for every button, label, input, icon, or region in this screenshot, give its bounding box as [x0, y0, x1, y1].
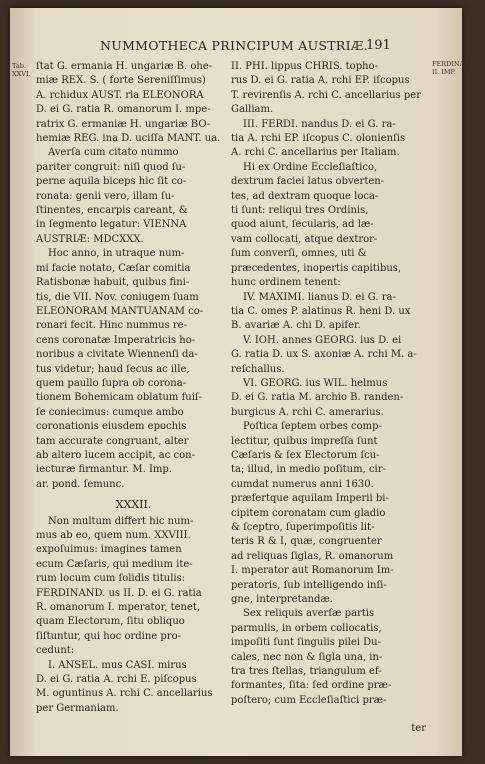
book-page [10, 8, 485, 756]
text-line: I. mperator aut Romanorum Im- [231, 565, 394, 577]
text-line: cedunt: [36, 645, 75, 657]
text-line: pariter congruit: niſi quod ſu- [36, 161, 186, 173]
text-line: Galliam. [231, 104, 274, 116]
text-line: ab altero lucem accipit, ac con- [36, 449, 195, 461]
text-line: Cæſaris & ſex Electorum ſcu- [231, 449, 380, 461]
text-line: quod aiunt, ſecularis, ad læ- [231, 219, 374, 231]
text-line: V. IOH. annes GEORG. ius D. ei [243, 334, 402, 346]
text-line: impoſiti ſunt ſingulis pilei Du- [231, 637, 381, 649]
text-line: gne, interpretandæ. [231, 594, 333, 606]
text-line: ſiſtuntur, qui hoc ordine pro- [36, 630, 181, 642]
text-line: D. ei G. ratia M. archio B. randen- [231, 392, 404, 404]
text-line: III. FERDI. nandus D. ei G. ra- [243, 118, 396, 130]
text-line: tus videtur; haud ſecus ac ille, [36, 363, 190, 375]
text-line: ELEONORAM MANTUANAM co- [36, 305, 204, 317]
text-line: teris R & I, quæ, congruenter [231, 536, 382, 548]
text-line: VI. GEORG. ius WIL. helmus [243, 377, 388, 389]
text-line: rum locum cum ſolidis titulis: [36, 573, 186, 585]
margin-note-right: FERDINANDUS II. IMP. [432, 60, 485, 76]
text-line: Sex reliquis averſæ partis [243, 608, 375, 620]
text-line: ſtat G. ermania H. ungariæ B. ohe- [36, 61, 213, 72]
left-column [36, 60, 231, 716]
text-line: A. rchidux AUST. ria ELEONORA [36, 89, 204, 101]
text-line: Ratisbonæ habuit, quibus fini- [36, 277, 190, 289]
running-header: NUMMOTHECA PRINCIPUM AUSTRIÆ. [100, 38, 368, 53]
text-line: expoſuimus: imagines tamen [36, 544, 182, 556]
text-line: peratoris, ſub intelligendo inſi- [231, 579, 387, 591]
text-line: Non multum differt hic num- [48, 515, 194, 527]
text-line: tis, die VII. Nov. coniugem ſuam [36, 291, 199, 303]
text-line: tes, ad dextram quoque loca- [231, 190, 379, 202]
text-line: noribus a civitate Wiennenſi da- [36, 349, 198, 361]
text-line: formantes, ſita: ſed ordine præ- [231, 680, 392, 692]
text-line: D. ei G. ratia R. omanorum I. mpe- [36, 104, 211, 116]
text-line: hemiæ REG. ina D. uciſſa MANT. ua. [36, 133, 221, 145]
text-line: cipitem coronatam cum gladio [231, 507, 386, 519]
text-line: B. avariæ A. chi D. apifer. [231, 320, 361, 332]
text-line: in ſegmento legatur: VIENNA [36, 219, 187, 231]
text-line: mi facie notato, Cæſar comitia [36, 262, 191, 274]
text-line: IV. MAXIMI. lianus D. ei G. ra- [243, 291, 396, 303]
text-line: cales, nec non & ſigla una, in- [231, 651, 383, 663]
text-line: tra tres ſtellas, triangulum ef- [231, 666, 382, 678]
text-line: G. ratia D. ux S. axoniæ A. rchi M. a- [231, 349, 417, 361]
text-line: hunc ordinem tenent: [231, 277, 341, 289]
text-line: quam Electorum, ſitu obliquo [36, 616, 185, 628]
text-line: præfertque aquilam Imperii bi- [231, 493, 389, 505]
margin-note-left: Tab. XXVI. [12, 62, 31, 78]
text-line: A. rchi C. ancellarius per Italiam. [231, 147, 400, 159]
text-line: poſtero; cum Eccleſiaſtici præ- [231, 694, 387, 706]
text-line: M. oguntinus A. rchi C. ancellarius [36, 688, 213, 700]
text-line: ecum Cæſaris, qui medium ite- [36, 558, 193, 570]
text-line: burgicus A. rchi C. amerarius. [231, 406, 384, 418]
text-line: præcedentes, inopertis capitibus, [231, 262, 402, 274]
text-line: mus ab eo, quem num. XXVIII. [36, 530, 191, 541]
text-line: ſe coniecimus: cumque ambo [36, 406, 184, 418]
text-line: dextrum faciei latus obverten- [231, 176, 385, 188]
text-line: miæ REX. S. ( forte Sereniſſimus) [36, 75, 206, 87]
text-line: quem paullo ſupra ob corona- [36, 377, 187, 389]
text-line: II. PHI. lippus CHRIS. topho- [231, 61, 378, 72]
text-line: & ſceptro, ſuperimpoſitis lit- [231, 522, 375, 533]
text-line: T. revirenſis A. rchi C. ancellarius per [231, 89, 421, 101]
text-line: ti ſunt: reliqui tres Ordinis, [231, 205, 369, 217]
text-line: ſtinentes, encarpis careant, & [36, 205, 188, 217]
section-title: XXXII. [115, 498, 152, 512]
text-line: coronationis eiusdem epochis [36, 421, 187, 433]
text-line: Hoc anno, in utraque num- [48, 248, 185, 260]
text-line: tia A. rchi EP. iſcopus C. olonienſis [231, 133, 406, 145]
text-line: rus D. ei G. ratia A. rchi EP. iſcopus [231, 75, 410, 87]
text-line: I. ANSEL. mus CASI. mirus [48, 659, 187, 671]
catchword: ter [411, 723, 426, 734]
text-line: FERDINAND. us II. D. ei G. ratia [36, 587, 202, 599]
text-line: cumdat numerus anni 1630. [231, 478, 374, 490]
text-line: tionem Bohemicam oblatum fuiſ- [36, 392, 203, 404]
text-line: D. ei G. ratia A. rchi E. piſcopus [36, 674, 197, 686]
text-line: iecturæ firmantur. M. Imp. [36, 464, 172, 476]
text-line: ronari fecit. Hinc nummus re- [36, 320, 187, 332]
text-line: per Germaniam. [36, 702, 119, 714]
text-line: perne aquila biceps hic ſit co- [36, 176, 187, 188]
text-line: ta; illud, in medio poſitum, cir- [231, 464, 386, 476]
text-line: tia C. omes P. alatinus R. heni D. ux [231, 305, 411, 317]
text-line: ar. pond. ſemunc. [36, 478, 125, 490]
text-line: tam accurate congruant, alter [36, 435, 189, 447]
text-line: ratrix G. ermaniæ H. ungariæ BO- [36, 118, 211, 130]
right-column [231, 60, 431, 708]
text-line: lectitur, quibus impreſſa ſunt [231, 435, 378, 447]
text-line: AUSTRIÆ: MDCXXX. [36, 233, 144, 245]
text-line: Hi ex Ordine Eccleſiaſtico, [243, 161, 378, 173]
text-line: ronata: genii vero, illam ſu- [36, 190, 175, 202]
text-line: R. omanorum I. mperator, tenet, [36, 602, 201, 614]
text-line: ſum converſi, omnes, uti & [231, 248, 367, 260]
page-number: 191 [366, 38, 391, 53]
text-line: cens coronatæ Imperatricis ho- [36, 334, 196, 346]
text-line: reſchallus. [231, 363, 285, 375]
text-line: ad reliquas ſiglas, R. omanorum [231, 550, 394, 562]
text-line: Poſtica ſeptem orbes comp- [243, 421, 382, 433]
text-line: parmulis, in orbem collocatis, [231, 622, 382, 634]
text-line: vam collocati, atque dextror- [231, 233, 378, 245]
text-line: Averſa cum citato nummo [48, 147, 179, 159]
